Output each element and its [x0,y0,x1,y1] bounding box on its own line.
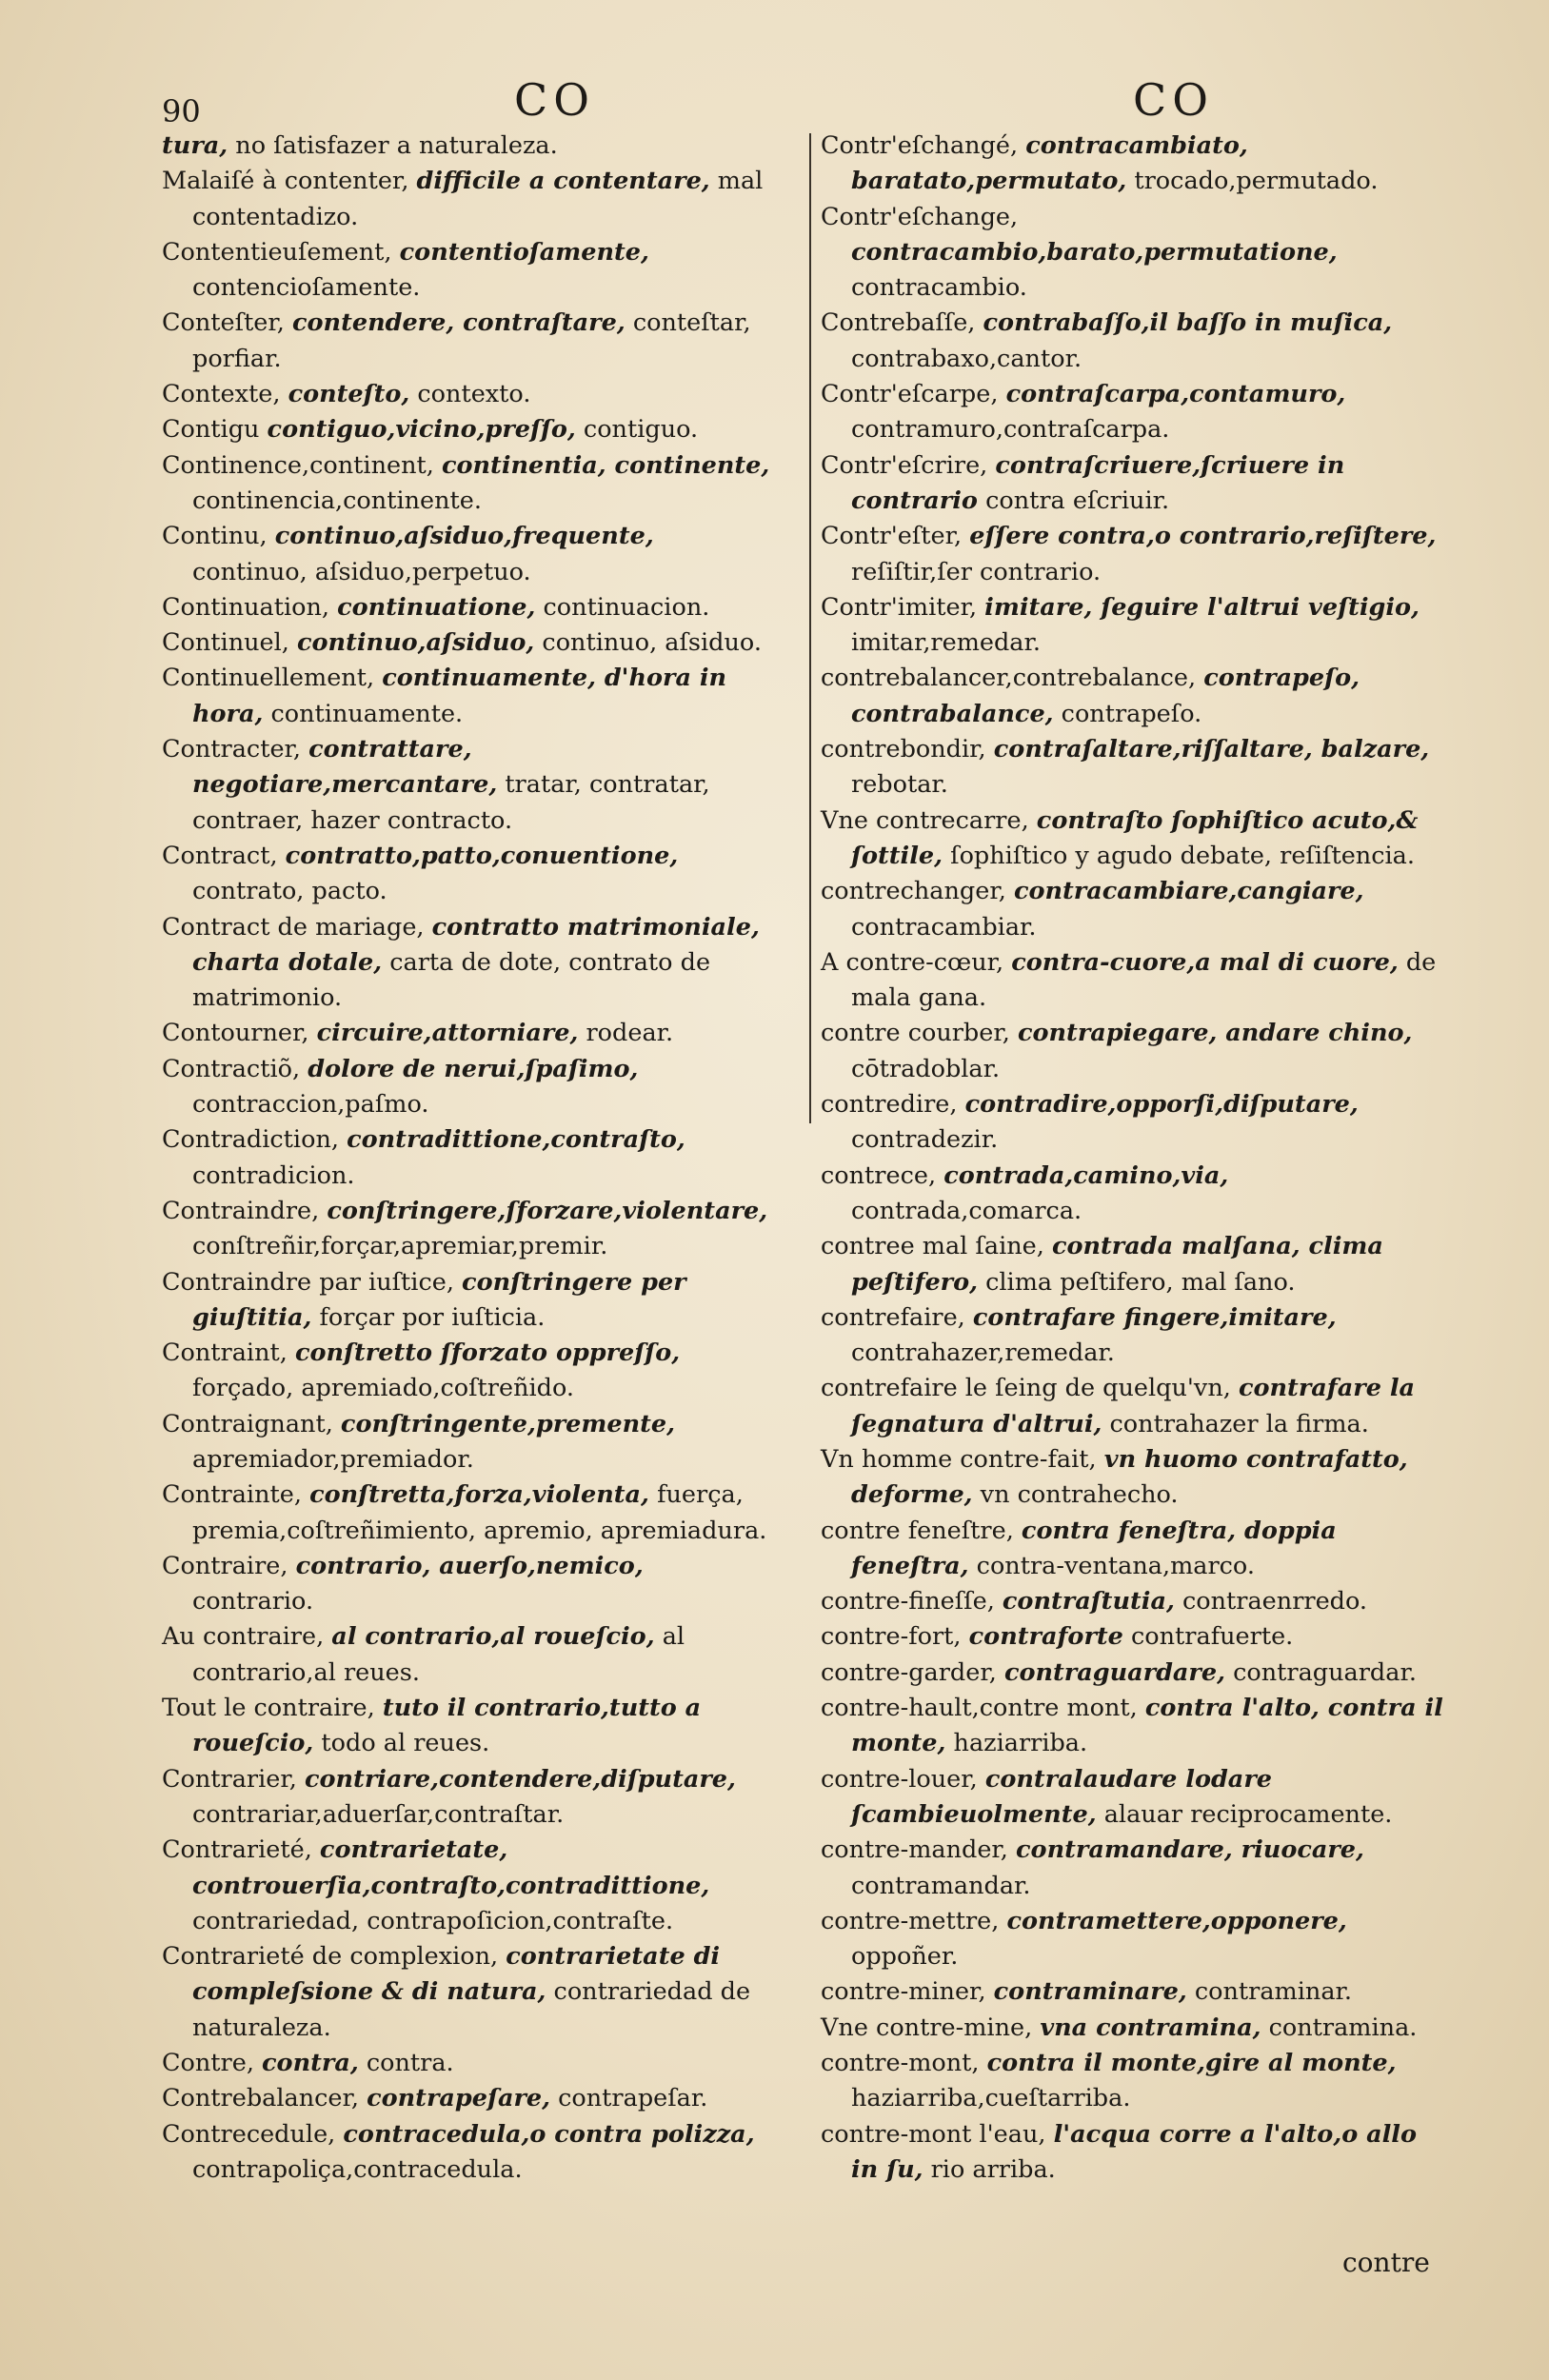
italian-gloss: contratto matrimoniale, charta dotale, [192,912,760,977]
dictionary-entry [162,590,771,625]
dictionary-entry [162,1619,771,1691]
dictionary-entry [162,1478,771,1549]
spanish-gloss: contexto. [417,380,531,409]
headword: Contrarieté, [162,1835,312,1865]
spanish-gloss: haziarriba. [953,1729,1088,1758]
italian-gloss: vna contramina, [1040,2013,1261,2042]
headword: contrechanger, [821,877,1006,906]
column-rule [809,133,811,1123]
headword: Contrarier, [162,1764,297,1794]
italian-gloss: contra feneſtra, doppia feneſtra, [851,1516,1337,1580]
spanish-gloss: contraenrredo. [1182,1587,1367,1616]
headword: Contrarieté de complexion, [162,1942,499,1972]
italian-gloss: contracedula,o contra polizza, [343,2119,755,2149]
headword: Contract, [162,841,278,870]
dictionary-entry [821,803,1444,875]
spanish-gloss: contramandar. [851,1871,1031,1900]
italian-gloss: continuamente, d'hora in hora, [192,664,727,728]
headword: Contractiõ, [162,1054,301,1083]
spanish-gloss: rio arriba. [930,2154,1056,2184]
italian-gloss: contra l'alto, contra il monte, [851,1694,1443,1758]
spanish-gloss: todo al reues. [321,1729,490,1758]
headword: Contraint, [162,1339,288,1368]
headword: Continence,continent, [162,450,434,480]
spanish-gloss: continuamente. [270,699,464,728]
spanish-gloss: contencioſamente. [192,273,421,303]
spanish-gloss: haziarriba,cueſtarriba. [851,2084,1131,2113]
italian-gloss: al contrario,al roueſcio, [331,1622,655,1652]
headword: contre-fort, [821,1622,962,1652]
dictionary-entry [821,2011,1444,2046]
dictionary-entry [821,1619,1444,1655]
dictionary-entry [821,1371,1444,1442]
spanish-gloss: imitar,remedar. [851,628,1042,658]
spanish-gloss: de mala gana. [851,947,1437,1013]
spanish-gloss: contrapoliça,contracedula. [192,2154,523,2184]
dictionary-entry [821,732,1444,803]
headword: Contourner, [162,1019,309,1048]
italian-gloss: contrario, auerſo,nemico, [295,1551,644,1580]
headword: Contract de mariage, [162,912,425,942]
italian-gloss: contralaudare lodare ſcambieuolmente, [851,1764,1272,1829]
spanish-gloss: contrariedad, contrapoſicion,contraſte. [192,1906,674,1935]
dictionary-entry [162,1407,771,1478]
spanish-gloss: contradezir. [851,1125,999,1155]
spanish-gloss: contrato, pacto. [192,877,387,906]
italian-gloss: conſtretto ſforzato oppreſſo, [294,1339,681,1368]
italian-gloss: contriare,contendere,diſputare, [304,1764,736,1794]
dictionary-entry [821,1833,1444,1904]
spanish-gloss: conſtreñir,forçar,apremiar,premir. [192,1232,608,1261]
italian-gloss: contrapiegare, andare chino, [1017,1019,1413,1048]
spanish-gloss: contra. [366,2049,454,2078]
spanish-gloss: clima peſtifero, mal ſano. [985,1267,1296,1297]
headword: Contigu [162,415,260,445]
headword: Contraire, [162,1551,288,1580]
dictionary-entry [821,1691,1444,1762]
italian-gloss: contentioſamente, [399,237,649,267]
headword: contrebondir, [821,735,986,764]
spanish-gloss: contracambio. [851,273,1027,303]
headword: Continuation, [162,592,330,622]
spanish-gloss: continuacion. [543,592,710,622]
dictionary-entry [162,1762,771,1834]
spanish-gloss: continuo, aſsiduo,perpetuo. [192,557,531,586]
dictionary-entry [821,1442,1444,1514]
italian-gloss: contramettere,opponere, [1006,1906,1347,1935]
spanish-gloss: rodear. [586,1019,674,1048]
spanish-gloss: contrahazer la firma. [1109,1409,1369,1438]
spanish-gloss: contra-ventana,marco. [976,1551,1255,1580]
dictionary-entry [821,1229,1444,1300]
dictionary-entry [162,1691,771,1762]
headword: contrebalancer,contrebalance, [821,664,1197,693]
headword: Contr'eſchange, [821,202,1019,231]
left-column [162,129,771,2188]
spanish-gloss: conteſtar, porfiar. [192,308,751,373]
italian-gloss: contendere, contraſtare, [292,308,626,338]
italian-gloss: contracambiato, baratato,permutato, [851,131,1248,196]
italian-gloss: conſtringere per giuſtitia, [192,1267,686,1332]
italian-gloss: contratto,patto,conuentione, [285,841,679,870]
spanish-gloss: continencia,continente. [192,486,482,515]
italian-gloss: l'acqua corre a l'alto,o allo in ſu, [851,2119,1417,2184]
headword: Contentieuſement, [162,237,392,267]
headword: contrefaire le ſeing de quelqu'vn, [821,1374,1231,1403]
spanish-gloss: forçar por iuſticia. [319,1302,546,1332]
italian-gloss: contracambio,barato,permutatione, [851,237,1338,267]
italian-gloss: contraſcarpa,contamuro, [1005,380,1346,409]
dictionary-entry [821,1974,1444,2010]
italian-gloss: circuire,attorniare, [316,1019,579,1048]
italian-gloss: contraſtutia, [1002,1587,1175,1616]
italian-gloss: contraſcriuere,ſcriuere in contrario [851,450,1345,515]
spanish-gloss: forçado, apremiado,coſtreñido. [192,1374,574,1403]
dictionary-entry [821,448,1444,520]
italian-gloss: contraminare, [993,1977,1187,2007]
dictionary-entry [162,1336,771,1407]
headword: contre-miner, [821,1977,986,2007]
spanish-gloss: contraguardar. [1233,1657,1417,1687]
headword: Tout le contraire, [162,1694,375,1723]
spanish-gloss: trocado,permutado. [1134,167,1379,196]
headword: contre-fineſſe, [821,1587,995,1616]
spanish-gloss: mal contentadizo. [192,167,764,231]
spanish-gloss: no ſatisfazer a naturaleza. [235,131,558,160]
dictionary-entry [821,874,1444,945]
spanish-gloss: alauar reciprocamente. [1103,1799,1393,1829]
headword: Contraindre par iuſtice, [162,1267,454,1297]
italian-gloss: conteſto, [288,380,410,409]
headword: contre courber, [821,1019,1010,1048]
spanish-gloss: ſophiſtico y agudo debate, reſiſtencia. [950,841,1415,870]
dictionary-entry [821,1514,1444,1585]
headword: contre-mettre, [821,1906,1000,1935]
spanish-gloss: contra eſcriuir. [985,486,1170,515]
spanish-gloss: oppoñer. [851,1942,959,1972]
running-head-right: CO [1133,74,1214,126]
dictionary-entry [162,1939,771,2046]
headword: Continu, [162,522,268,551]
dictionary-entry [821,519,1444,590]
spanish-gloss: contramuro,contraſcarpa. [851,415,1170,445]
spanish-gloss: contracambiar. [851,912,1037,942]
italian-gloss: continuo,aſsiduo, [297,628,535,658]
dictionary-entry [821,2046,1444,2117]
dictionary-entry [162,306,771,377]
italian-gloss: contrafare fingere,imitare, [972,1302,1337,1332]
headword: contrece, [821,1160,937,1190]
italian-gloss: eſſere contra,o contrario,reſiſtere, [969,522,1437,551]
dictionary-entry [162,129,771,164]
italian-gloss: continuo,aſsiduo,frequente, [274,522,654,551]
spanish-gloss: contrariedad de naturaleza. [192,1977,751,2042]
spanish-gloss: contrario. [192,1587,314,1616]
headword: contre-mont, [821,2049,980,2078]
italian-gloss: contramandare, riuocare, [1016,1835,1364,1865]
dictionary-entry [162,1194,771,1265]
headword: Contraindre, [162,1196,320,1225]
dictionary-entry [162,2117,771,2189]
spanish-gloss: al contrario,al reues. [192,1622,685,1687]
headword: contree mal ſaine, [821,1232,1044,1261]
spanish-gloss: contrariar,aduerſar,contraſtar. [192,1799,565,1829]
headword: Vn homme contre-fait, [821,1444,1097,1474]
dictionary-entry [821,1159,1444,1230]
dictionary-entry [162,732,771,839]
dictionary-entry [821,200,1444,307]
spanish-gloss: contrada,comarca. [851,1196,1082,1225]
right-column [821,129,1444,2188]
dictionary-entry [162,839,771,910]
dictionary-entry [821,306,1444,377]
headword: contre-mander, [821,1835,1008,1865]
italian-gloss: contraforte [968,1622,1123,1652]
italian-gloss: contiguo,vicino,preſſo, [267,415,576,445]
headword: Vne contre-mine, [821,2013,1033,2042]
italian-gloss: contrada,camino,via, [943,1160,1229,1190]
dictionary-entry [162,1016,771,1051]
spanish-gloss: reſiſtir,ſer contrario. [851,557,1102,586]
italian-gloss: imitare, ſeguire l'altrui veſtigio, [984,592,1420,622]
italian-gloss: contra-cuore,a mal di cuore, [1011,947,1399,977]
spanish-gloss: contraminar. [1194,1977,1353,2007]
headword: Contracter, [162,735,302,764]
headword: Continuel, [162,628,289,658]
headword: Au contraire, [162,1622,325,1652]
headword: Contre, [162,2049,254,2078]
italian-gloss: conſtretta,forza,violenta, [309,1480,649,1510]
dictionary-entry [821,129,1444,200]
spanish-gloss: vn contrahecho. [980,1480,1179,1510]
italian-gloss: tuto il contrario,tutto a roueſcio, [192,1694,702,1758]
italian-gloss: contraſto ſophiſtico acuto,& ſottile, [851,805,1419,870]
dictionary-entry [821,590,1444,662]
headword: Contrecedule, [162,2119,336,2149]
italian-gloss: contrapeſo, contrabalance, [851,664,1360,728]
italian-gloss: contraguardare, [1003,1657,1225,1687]
italian-gloss: contra il monte,gire al monte, [986,2049,1397,2078]
spanish-gloss: contrapeſo. [1061,699,1202,728]
spanish-gloss: contrapeſar. [558,2084,708,2113]
italian-gloss: contradire,opporſi,diſputare, [964,1090,1359,1120]
dictionary-entry [162,448,771,520]
dictionary-entry [162,2046,771,2081]
italian-gloss: continuatione, [337,592,536,622]
headword: Contexte, [162,380,281,409]
spanish-gloss: contradicion. [192,1160,355,1190]
headword: contre-hault,contre mont, [821,1694,1138,1723]
spanish-gloss: tratar, contratar, contraer, hazer contracto. [192,770,710,835]
spanish-gloss: contiguo. [583,415,699,445]
italian-gloss: dolore de nerui,ſpaſimo, [308,1054,639,1083]
headword: Contr'eſcrire, [821,450,988,480]
italian-gloss: contracambiare,cangiare, [1013,877,1364,906]
italian-gloss: contrada malſana, clima peſtifero, [851,1232,1383,1297]
italian-gloss: contrabaſſo,il baſſo in muſica, [983,308,1393,338]
headword: Contrebalancer, [162,2084,359,2113]
italian-gloss: tura, [162,131,228,160]
headword: Contr'eſcarpe, [821,380,999,409]
italian-gloss: contrarietate di compleſsione & di natura, [192,1942,721,2007]
spanish-gloss: cōtradoblar. [851,1054,1001,1083]
spanish-gloss: contrafuerte. [1131,1622,1294,1652]
dictionary-entry [162,661,771,732]
headword: contre-mont l'eau, [821,2119,1046,2149]
italian-gloss: continentia, continente, [441,450,770,480]
headword: Contr'eſter, [821,522,963,551]
italian-gloss: contrarietate, controuerſia,contraſto,contradittione, [192,1835,710,1900]
dictionary-entry [821,1087,1444,1159]
headword: contredire, [821,1090,958,1120]
dictionary-entry [821,2117,1444,2189]
dictionary-entry [162,2081,771,2116]
dictionary-entry [821,945,1444,1017]
italian-gloss: vn huomo contrafatto, deforme, [851,1444,1408,1510]
dictionary-entry [821,1584,1444,1619]
headword: Conteſter, [162,308,285,338]
headword: Contr'eſchangé, [821,131,1019,160]
dictionary-entry [162,412,771,447]
headword: Contrainte, [162,1480,302,1510]
headword: Contradiction, [162,1125,339,1155]
dictionary-entry [821,1904,1444,1975]
headword: contre-louer, [821,1764,978,1794]
headword: A contre-cœur, [821,947,1004,977]
italian-gloss: contraſaltare,riſſaltare, balzare, [993,735,1430,764]
dictionary-entry [162,1265,771,1337]
spanish-gloss: carta de dote, contrato de matrimonio. [192,947,711,1013]
dictionary-entry [162,625,771,661]
running-head-left: CO [514,74,595,126]
dictionary-entry [162,1122,771,1194]
spanish-gloss: fuerça, premia,coſtreñimiento, apremio, apremiadura. [192,1480,767,1545]
dictionary-entry [162,910,771,1017]
dictionary-entry [162,1549,771,1620]
italian-gloss: contra, [262,2049,359,2078]
dictionary-entry [162,519,771,590]
dictionary-entry [162,235,771,307]
spanish-gloss: contrahazer,remedar. [851,1339,1115,1368]
dictionary-entry [162,1833,771,1939]
dictionary-entry [821,1016,1444,1087]
dictionary-entry [821,1762,1444,1834]
italian-gloss: contradittione,contraſto, [347,1125,685,1155]
page-number: 90 [162,93,201,129]
catchword: contre [1342,2247,1430,2278]
dictionary-entry [821,661,1444,732]
headword: Contrebaſſe, [821,308,976,338]
headword: contrefaire, [821,1302,965,1332]
headword: Contraignant, [162,1409,333,1438]
dictionary-entry [162,164,771,235]
spanish-gloss: contraccion,paſmo. [192,1090,429,1120]
dictionary-entry [162,377,771,412]
spanish-gloss: contrabaxo,cantor. [851,344,1082,373]
spanish-gloss: contramina. [1268,2013,1418,2042]
headword: Contr'imiter, [821,592,978,622]
spanish-gloss: apremiador,premiador. [192,1444,474,1474]
dictionary-entry [821,1656,1444,1691]
italian-gloss: contrafare la ſegnatura d'altrui, [851,1374,1416,1438]
spanish-gloss: rebotar. [851,770,948,800]
dictionary-entry [162,1052,771,1123]
headword: contre-garder, [821,1657,997,1687]
headword: Continuellement, [162,664,375,693]
headword: contre feneſtre, [821,1516,1014,1545]
italian-gloss: conſtringente,premente, [340,1409,675,1438]
headword: Vne contrecarre, [821,805,1029,835]
italian-gloss: conſtringere,ſforzare,violentare, [327,1196,768,1225]
headword: Malaiſé à contenter, [162,167,409,196]
italian-gloss: contrattare, negotiare,mercantare, [192,735,498,800]
dictionary-entry [821,377,1444,448]
dictionary-entry [821,1300,1444,1372]
italian-gloss: difficile a contentare, [416,167,710,196]
spanish-gloss: continuo, aſsiduo. [542,628,762,658]
page-header [0,67,1549,133]
italian-gloss: contrapeſare, [367,2084,551,2113]
